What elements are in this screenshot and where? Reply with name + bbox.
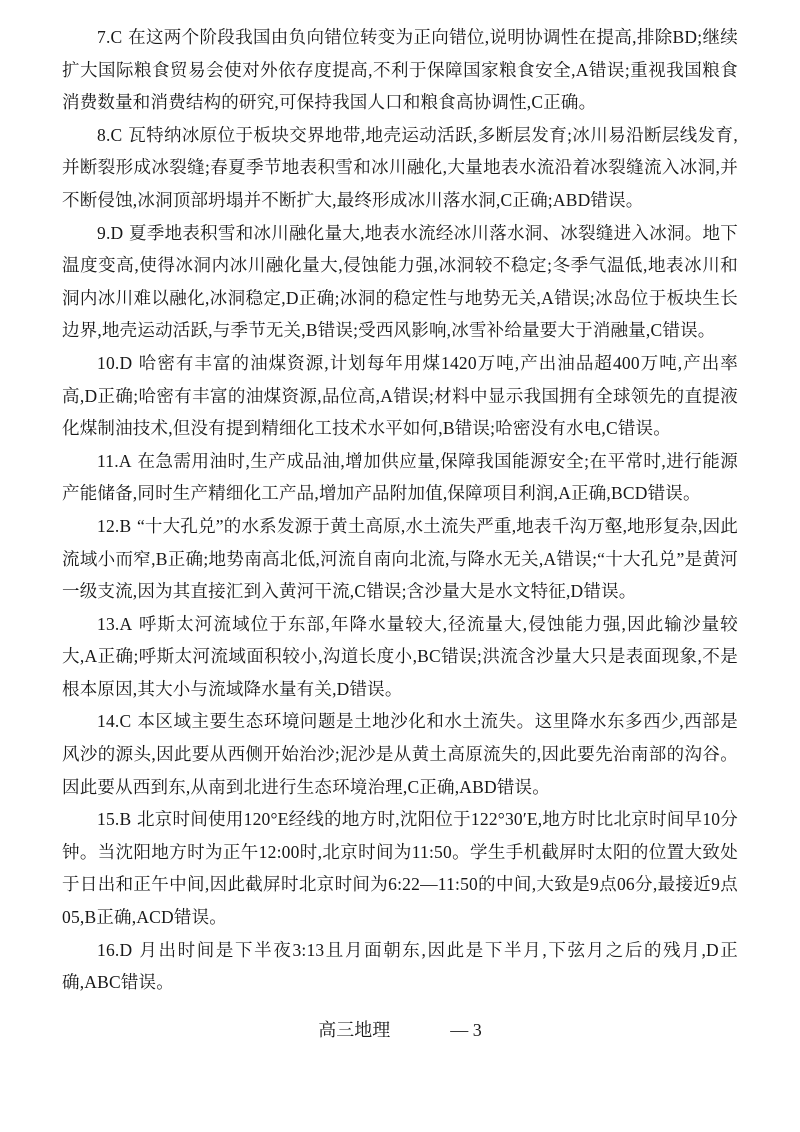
question-label: 13.A [97, 613, 133, 634]
question-label: 7.C [97, 27, 123, 47]
question-label: 11.A [97, 450, 132, 471]
answer-text: 在急需用油时,生产成品油,增加供应量,保障我国能源安全;在平常时,进行能源产能储备,同时生产精细化工产品,增加产品附加值,保障项目利润,A正确,BCD错误。 [62, 450, 738, 504]
question-label: 8.C [97, 124, 123, 145]
answer-text: 北京时间使用120°E经线的地方时,沈阳位于122°30′E,地方时比北京时间早10分钟。当沈阳地方时为正午12:00时,北京时间为11:50。学生手机截屏时太阳的位置大致处于日出和正午中间,因此截屏时北京时间为6:22—11:50的中间,大致是9点06分,最接近9点05,B正确,ACD错误。 [62, 809, 738, 928]
answer-paragraph-7 [62, 21, 738, 119]
answer-text: “十大孔兑”的水系发源于黄土高原,水土流失严重,地表千沟万壑,地形复杂,因此流域小而窄,B正确;地势南高北低,河流自南向北流,与降水无关,A错误;“十大孔兑”是黄河一级支流,因为其直接汇到入黄河干流,C错误;含沙量大是水文特征,D错误。 [62, 515, 738, 602]
question-label: 9.D [97, 222, 124, 243]
answer-paragraph-8 [62, 119, 738, 217]
page-footer [62, 1015, 738, 1045]
question-label: 16.D [97, 939, 133, 960]
answer-text: 夏季地表积雪和冰川融化量大,地表水流经冰川落水洞、冰裂缝进入冰洞。地下温度变高,使得冰洞内冰川融化量大,侵蚀能力强,冰洞较不稳定;冬季气温低,地表冰川和洞内冰川难以融化,冰洞稳定,D正确;冰洞的稳定性与地势无关,A错误;冰岛位于板块生长边界,地壳运动活跃,与季节无关,B错误;受西风影响,冰雪补给量要大于消融量,C错误。 [62, 222, 738, 341]
answer-text: 月出时间是下半夜3:13且月面朝东,因此是下半月,下弦月之后的残月,D正确,ABC错误。 [62, 939, 738, 993]
footer-subject: 高三地理 [318, 1019, 391, 1040]
answer-text: 在这两个阶段我国由负向错位转变为正向错位,说明协调性在提高,排除BD;继续扩大国际粮食贸易会使对外依存度提高,不利于保障国家粮食安全,A错误;重视我国粮食消费数量和消费结构的研究,可保持我国人口和粮食高协调性,C正确。 [62, 27, 738, 113]
answer-paragraph-12 [62, 510, 738, 608]
answer-text: 瓦特纳冰原位于板块交界地带,地壳运动活跃,多断层发育;冰川易沿断层线发育,并断裂形成冰裂缝;春夏季节地表积雪和冰川融化,大量地表水流沿着冰裂缝流入冰洞,并不断侵蚀,冰洞顶部坍塌并不断扩大,最终形成冰川落水洞,C正确;ABD错误。 [62, 124, 738, 210]
answer-paragraph-11 [62, 445, 738, 510]
answer-text: 呼斯太河流域位于东部,年降水量较大,径流量大,侵蚀能力强,因此输沙量较大,A正确;呼斯太河流域面积较小,沟道长度小,BC错误;洪流含沙量大只是表面现象,不是根本原因,其大小与流域降水量有关,D错误。 [62, 613, 738, 699]
answer-paragraph-13 [62, 608, 738, 706]
answer-paragraph-9 [62, 217, 738, 347]
question-label: 15.B [97, 809, 132, 830]
answer-paragraph-15 [62, 803, 738, 933]
answer-paragraph-16 [62, 934, 738, 999]
answer-paragraph-10 [62, 347, 738, 445]
question-label: 10.D [97, 352, 133, 373]
answer-text: 哈密有丰富的油煤资源,计划每年用煤1420万吨,产出油品超400万吨,产出率高,D正确;哈密有丰富的油煤资源,品位高,A错误;材料中显示我国拥有全球领先的直提液化煤制油技术,但没有提到精细化工技术水平如何,B错误;哈密没有水电,C错误。 [62, 352, 738, 439]
footer-page-number: — 3 [450, 1019, 482, 1040]
question-label: 14.C [97, 711, 132, 732]
question-label: 12.B [97, 515, 132, 536]
answer-paragraph-14 [62, 705, 738, 803]
answer-text: 本区域主要生态环境问题是土地沙化和水土流失。这里降水东多西少,西部是风沙的源头,因此要从西侧开始治沙;泥沙是从黄土高原流失的,因此要先治南部的沟谷。因此要从西到东,从南到北进行生态环境治理,C正确,ABD错误。 [62, 711, 738, 797]
